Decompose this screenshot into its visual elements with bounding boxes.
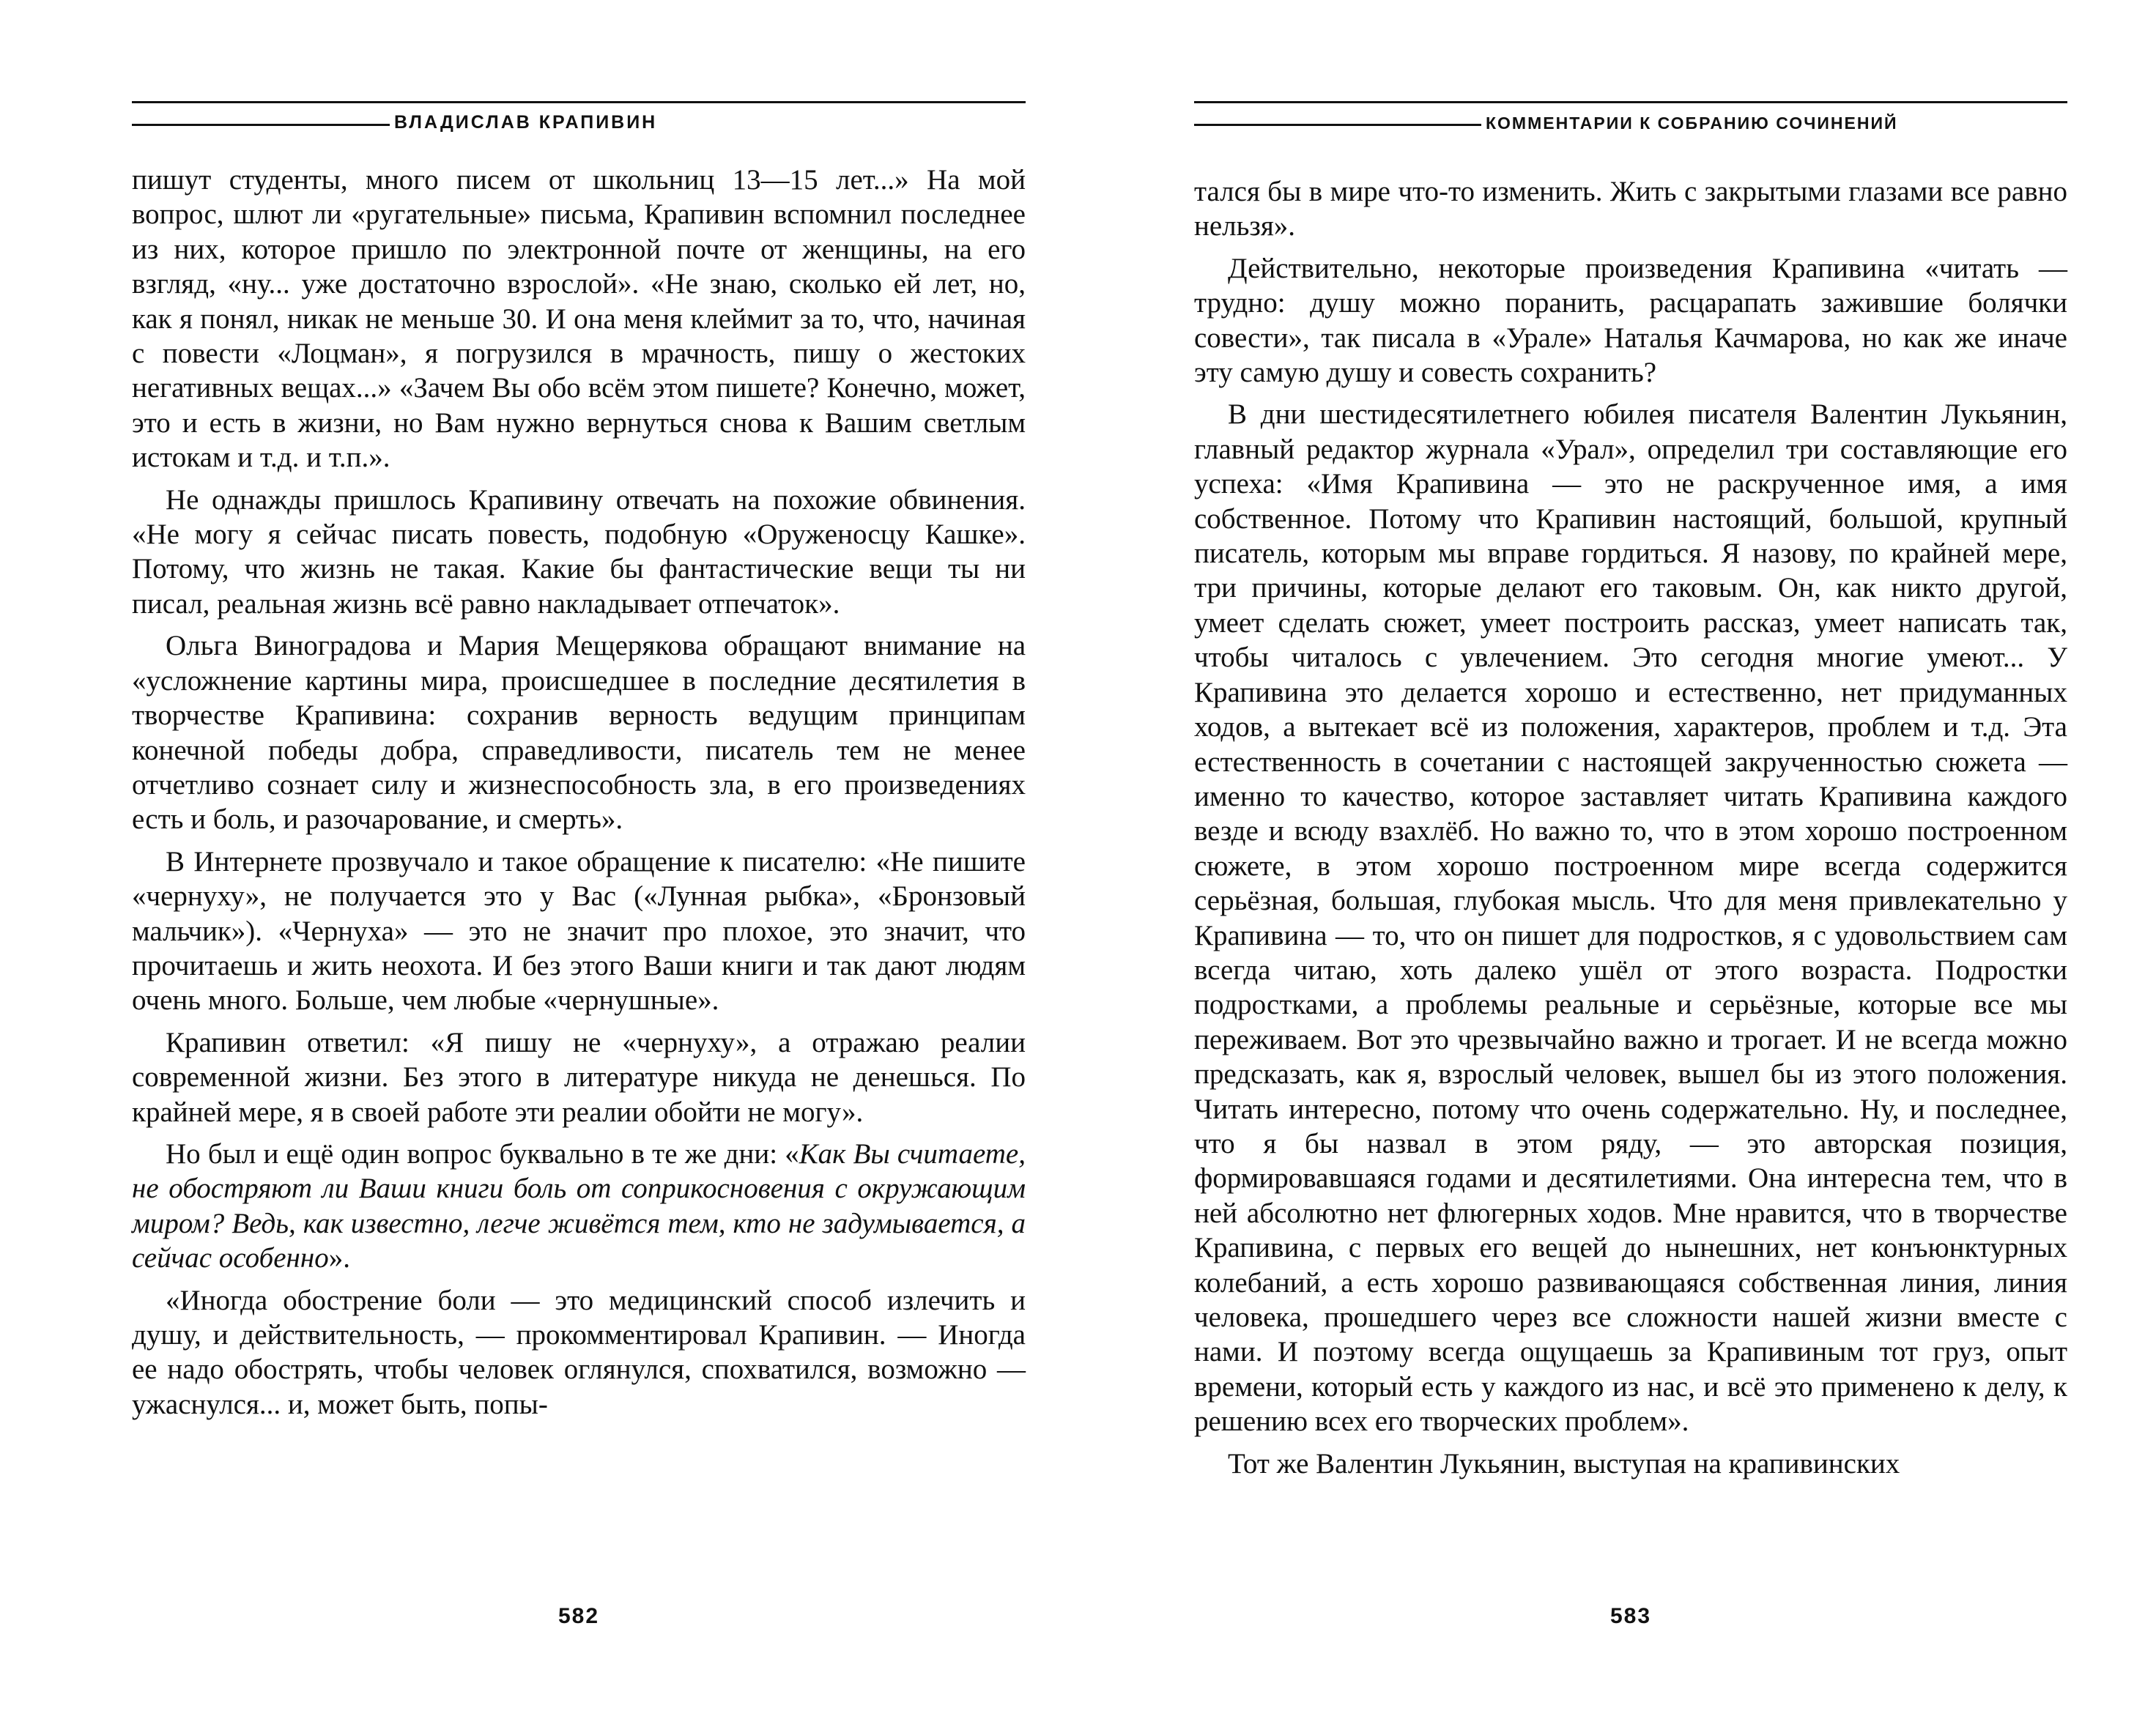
paragraph: [1194, 251, 2067, 390]
paragraph: [132, 844, 1026, 1018]
text-run: тался бы в мире что-то изменить. Жить с закрытыми глазами все равно нельзя».: [1194, 176, 2067, 242]
running-head: [132, 101, 1026, 138]
paragraph: [1194, 174, 2067, 244]
text-run: Крапивин ответил: «Я пишу не «чернуху», а отражаю реалии современной жизни. Без этого в литературе никуда не денешься. По крайней мере, я в своей работе эти реалии обойти не могу».: [132, 1026, 1026, 1128]
text-run: Ольга Виноградова и Мария Мещерякова обращают внимание на «усложнение картины мира, происшедшее в последние десятилетия в творчестве Крапивина: сохранив верность ведущим принципам конечной победы добра, справедливости, писатель тем не менее отчетливо сознает силу и жизнеспособность зла, в его произведениях есть и боль, и разочарование, и смерть».: [132, 630, 1026, 836]
body-text: [132, 163, 1026, 1429]
page-number: 583: [1609, 1604, 1652, 1628]
text-run: Действительно, некоторые произведения Крапивина «читать — трудно: душу можно поранить, расцарапать зажившие болячки совести», так писала в «Урале» Наталья Качмарова, но как же иначе эту самую душу и совесть сохранить?: [1194, 252, 2067, 389]
text-run: Но был и ещё один вопрос буквально в те же дни: «: [166, 1137, 799, 1170]
text-run: В дни шестидесятилетнего юбилея писателя Валентин Лукьянин, главный редактор журнала «Урал», определил три составляющие его успеха: «Имя Крапивина — это не раскрученное имя, а имя собственное. Потому что Крапивин настоящий, большой, крупный писатель, которым мы вправе гордиться. Я назову, по крайней мере, три причины, которые делают его таковым. Он, как никто другой, умеет сделать сюжет, умеет построить рассказ, умеет написать так, чтобы читалось с увлечением. Это сегодня многие умеют... У Крапивина это делается хорошо и естественно, нет придуманных ходов, а вытекает всё из положения, характеров, проблем и т.д. Эта естественность в сочетании с настоящей закрученностью сюжета — именно то качество, которое заставляет читать Крапивина каждого везде и всюду взахлёб. Но важно то, что в этом хорошо построенном сюжете, в этом хорошо построенном мире всегда содержится серьёзная, большая, глубокая мысль. Что для меня привлекательно у Крапивина — то, что он пишет для подростков, я с удовольствием сам всегда читаю, хоть далеко ушёл от этого возраста. Подростки подростками, а проблемы реальные и серьёзные, которые все мы переживаем. Вот это чрезвычайно важно и трогает. И не всегда можно предсказать, как я, взрослый человек, вышел бы из этого положения. Читать интересно, потому что очень содержательно. Ну, и последнее, что я бы назвал в этом ряду, — это авторская позиция, формировавшаяся годами и десятилетиями. Она интересна тем, что в ней абсолютно нет флюгерных ходов. Мне нравится, что в творчестве Крапивина, с первых его вещей до нынешних, нет конъюнктурных колебаний, а есть хорошо развивающаяся собственная линия, линия человека, прошедшего через все сложности нашей жизни вместе с нами. И поэтому всегда ощущаешь за Крапивиным тот груз, опыт времени, который есть у каждого из нас, и всё это применено к делу, к решению всех его творческих проблем».: [1194, 398, 2067, 1438]
header-rule-short: [1194, 124, 1481, 126]
header-rule-top: [132, 101, 1026, 103]
text-run: пишут студенты, много писем от школьниц 13—15 лет...» На мой вопрос, шлют ли «ругательные» письма, Крапивин вспомнил последнее из них, которое пришло по электронной почте от женщины, на его взгляд, «ну... уже достаточно взрослой». «Не знаю, сколько ей лет, но, как я понял, никак не меньше 30. И она меня клеймит за то, что, начиная с повести «Лоцман», я погрузился в мрачность, пишу о жестоких негативных вещах...» «Зачем Вы обо всём этом пишете? Конечно, может, это и есть в жизни, но Вам нужно вернуться снова к Вашим светлым истокам и т.д. и т.п.».: [132, 164, 1026, 474]
header-rule-top: [1194, 101, 2067, 103]
page-number: 582: [557, 1604, 600, 1628]
paragraph: [132, 483, 1026, 622]
body-text: [1194, 174, 2067, 1488]
text-run: ».: [328, 1242, 350, 1274]
paragraph: [132, 1137, 1026, 1276]
paragraph: [132, 1025, 1026, 1129]
paragraph: [132, 1283, 1026, 1422]
right-page: [1194, 0, 2067, 1730]
header-rule-short: [132, 124, 390, 126]
paragraph: [1194, 1447, 2067, 1481]
left-page: [132, 0, 1026, 1730]
running-head: [1194, 101, 2067, 138]
running-head-title: ВЛАДИСЛАВ КРАПИВИН: [394, 112, 658, 133]
paragraph: [1194, 397, 2067, 1438]
paragraph: [132, 163, 1026, 475]
paragraph: [132, 628, 1026, 836]
text-run: «Иногда обострение боли — это медицинский способ излечить и душу, и действительность, — прокомментировал Крапивин. — Иногда ее надо обострять, чтобы человек оглянулся, спохватился, возможно — ужаснулся... и, может быть, попы-: [132, 1284, 1026, 1420]
text-run: Не однажды пришлось Крапивину отвечать на похожие обвинения. «Не могу я сейчас писать повесть, подобную «Оруженосцу Кашке». Потому, что жизнь не такая. Какие бы фантастические вещи ты ни писал, реальная жизнь всё равно накладывает отпечаток».: [132, 483, 1026, 620]
text-run: В Интернете прозвучало и такое обращение к писателю: «Не пишите «чернуху», не получается это у Вас («Лунная рыбка», «Бронзовый мальчик»). «Чернуха» — это не значит про плохое, это значит, что прочитаешь и жить неохота. И без этого Ваши книги и так дают людям очень много. Больше, чем любые «чернушные».: [132, 845, 1026, 1017]
text-run: Тот же Валентин Лукьянин, выступая на крапивинских: [1228, 1447, 1900, 1480]
italic-quote: Как Вы считаете, не обостряют ли Ваши книги боль от соприкосновения с окружающим миром? Ведь, как известно, легче живётся тем, кто не задумывается, а сейчас особенно: [132, 1137, 1026, 1274]
running-head-title: КОММЕНТАРИИ К СОБРАНИЮ СОЧИНЕНИЙ: [1486, 114, 1898, 133]
